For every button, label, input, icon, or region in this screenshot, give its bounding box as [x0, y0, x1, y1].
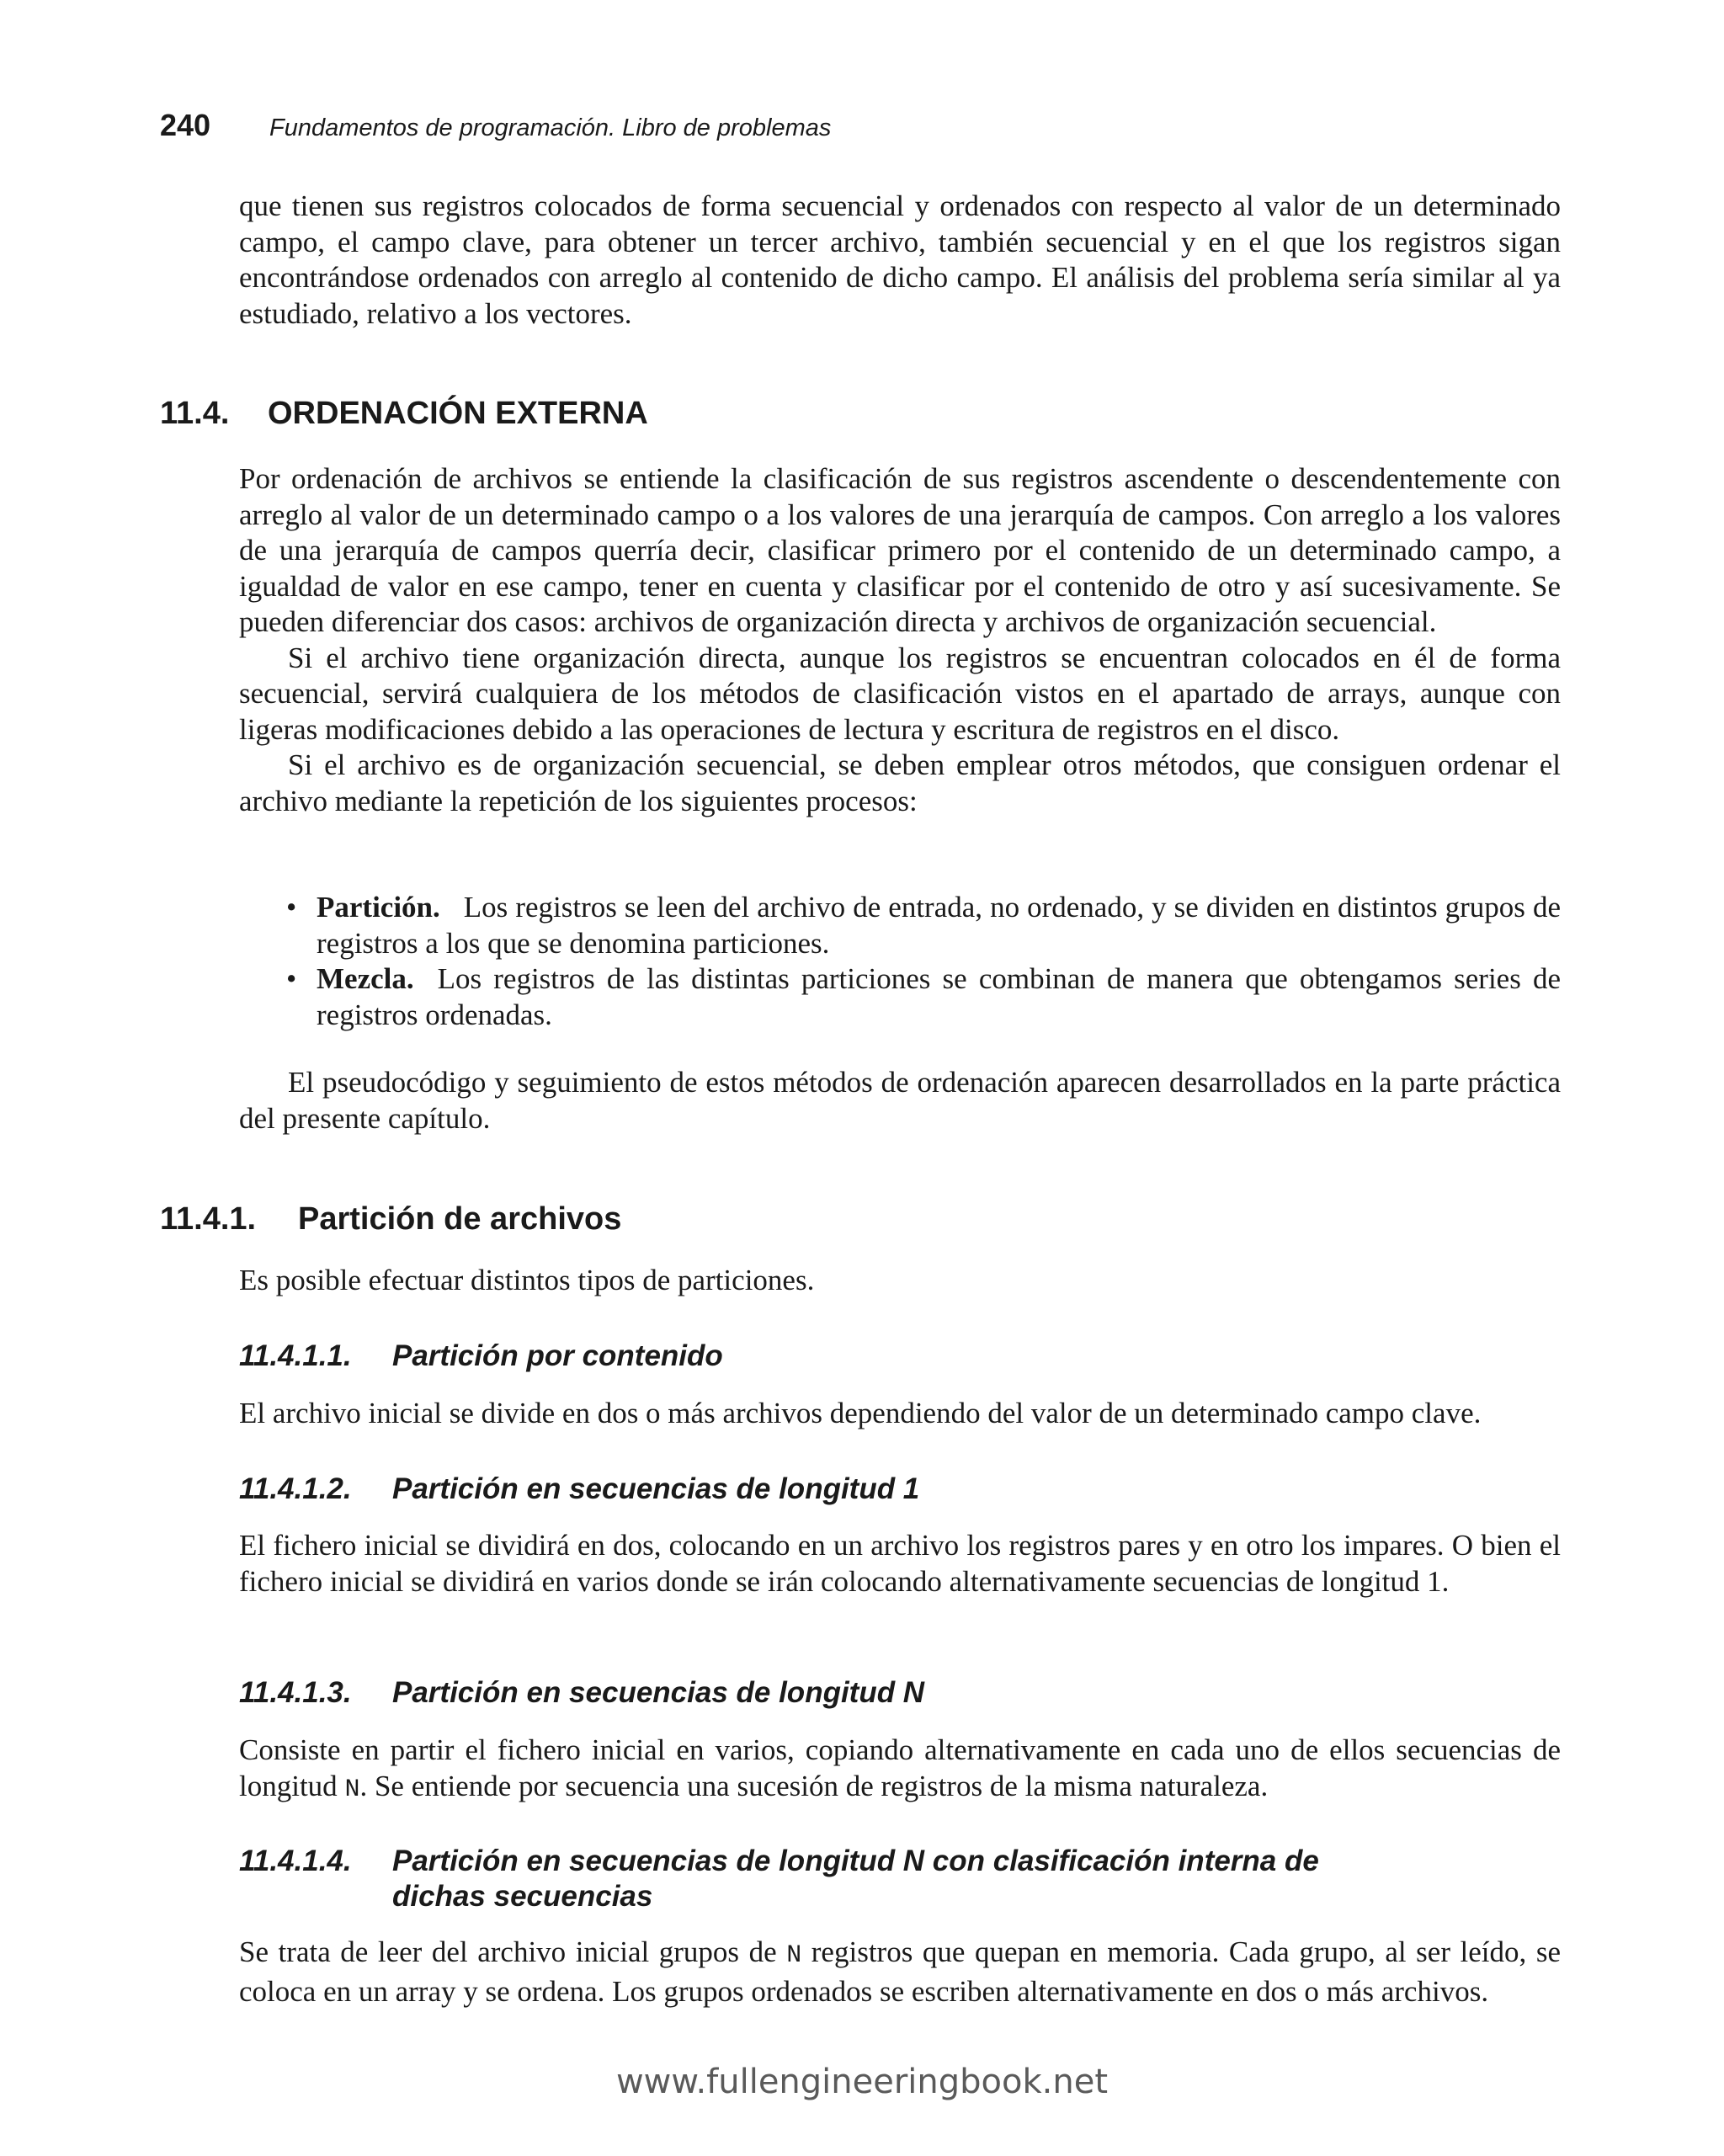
paragraph: Si el archivo tiene organización directa, aunque los registros se encuentran colocados en él de forma secuencial, servirá cualquiera de los métodos de clasificación vistos en el apartado de arrays, aunque con ligeras modificaciones debido a las operaciones de lectura y escritura de registros en el disco. — [239, 641, 1561, 746]
paragraph-text: Se trata de leer del archivo inicial grupos de — [239, 1935, 787, 1968]
subsection-number: 11.4.1.2. — [239, 1472, 352, 1505]
paragraph — [239, 1733, 1561, 1807]
running-head — [160, 108, 831, 150]
list-item — [286, 961, 1561, 1033]
list-item-text: Los registros de las distintas particiones se combinan de manera que obtengamos series de registros ordenadas. — [317, 962, 1561, 1031]
paragraph: El archivo inicial se divide en dos o más archivos dependiendo del valor de un determinado campo clave. — [239, 1397, 1482, 1429]
section-title: Partición de archivos — [298, 1201, 622, 1237]
subsection-number: 11.4.1.4. — [239, 1845, 352, 1877]
subsection-number: 11.4.1.1. — [239, 1339, 352, 1372]
code-variable: N — [344, 1775, 360, 1804]
list-item-term: Partición. — [317, 891, 440, 924]
paragraph-text: . Se entiende por secuencia una sucesión de registros de la misma naturaleza. — [359, 1769, 1269, 1802]
subsection-11-4-1-2-body — [239, 1528, 1561, 1600]
paragraph: Por ordenación de archivos se entiende la clasificación de sus registros ascendente o descendentemente con arreglo al valor de un determinado campo o a los valores de una jerarquía de campos. Con arreglo a los valores de una jerarquía de campos querría decir, clasificar primero por el contenido de un determinado campo, a igualdad de valor en ese campo, tener en cuenta y clasificar por el contenido de otro y así sucesivamente. Se pueden diferenciar dos casos: archivos de organización directa y archivos de organización secuencial. — [239, 462, 1561, 638]
bullet-icon: • — [286, 891, 297, 924]
subsection-heading-11-4-1-4 — [239, 1844, 1561, 1914]
subsection-number: 11.4.1.3. — [239, 1676, 352, 1709]
section-number: 11.4.1. — [160, 1201, 257, 1237]
code-variable: N — [786, 1941, 802, 1970]
bullet-icon: • — [286, 962, 297, 995]
list-item-text: Los registros se leen del archivo de entrada, no ordenado, y se dividen en distintos grupos de registros a los que se denomina particiones. — [317, 891, 1561, 960]
watermark-url: www.fullengineeringbook.net — [615, 2063, 1109, 2101]
intro-paragraph: que tienen sus registros colocados de forma secuencial y ordenados con respecto al valor de un determinado campo, el campo clave, para obtener un tercer archivo, también secuencial y en el que los registros sigan encontrándose ordenados con arreglo al contenido de dicho campo. El análisis del problema sería similar al ya estudiado, relativo a los vectores. — [239, 189, 1561, 330]
paragraph: Es posible efectuar distintos tipos de particiones. — [239, 1264, 815, 1296]
subsection-title: Partición en secuencias de longitud N con clasificación interna de dichas secuencias — [392, 1845, 1319, 1913]
subsection-heading-11-4-1-3 — [239, 1675, 1561, 1711]
paragraph-text: Consiste en partir el fichero inicial en varios, copiando alternativamente en cada uno de ellos secuencias de longitud — [239, 1733, 1561, 1802]
subsection-11-4-1-1-body — [239, 1396, 1561, 1432]
section-11-4-1-body — [239, 1263, 1561, 1299]
paragraph: Si el archivo es de organización secuencial, se deben emplear otros métodos, que consiguen ordenar el archivo mediante la repetición de los siguientes procesos: — [239, 748, 1561, 817]
subsection-11-4-1-3-body — [239, 1733, 1561, 1807]
section-11-4-body — [239, 461, 1561, 819]
section-11-4-closing — [239, 1065, 1561, 1137]
section-number: 11.4. — [160, 396, 230, 431]
list-item — [286, 890, 1561, 961]
intro-paragraph-block — [239, 189, 1561, 332]
page-number: 240 — [160, 108, 211, 142]
subsection-11-4-1-4-body — [239, 1935, 1561, 2010]
subsection-heading-11-4-1-2 — [239, 1472, 1561, 1507]
subsection-heading-11-4-1-1 — [239, 1339, 1561, 1374]
process-list — [286, 890, 1561, 1033]
book-title: Fundamentos de programación. Libro de problemas — [269, 114, 832, 141]
paragraph: El pseudocódigo y seguimiento de estos métodos de ordenación aparecen desarrollados en la parte práctica del presente capítulo. — [239, 1066, 1561, 1135]
paragraph: El fichero inicial se dividirá en dos, colocando en un archivo los registros pares y en otro los impares. O bien el fichero inicial se dividirá en varios donde se irán colocando alternativamente secuencias de longitud 1. — [239, 1529, 1561, 1598]
list-item-term: Mezcla. — [317, 962, 414, 995]
paragraph-text: registros que quepan en memoria. Cada grupo, al ser leído, se coloca en un array y se ordena. Los grupos ordenados se escriben alternativamente en dos o más archivos. — [239, 1935, 1561, 2008]
subsection-title: Partición en secuencias de longitud N — [392, 1676, 925, 1709]
paragraph — [239, 1935, 1561, 2010]
subsection-title: Partición en secuencias de longitud 1 — [392, 1472, 920, 1505]
section-title: ORDENACIÓN EXTERNA — [268, 396, 648, 431]
section-heading-11-4-1 — [160, 1201, 621, 1238]
subsection-title: Partición por contenido — [392, 1339, 723, 1372]
section-heading-11-4 — [160, 396, 648, 432]
